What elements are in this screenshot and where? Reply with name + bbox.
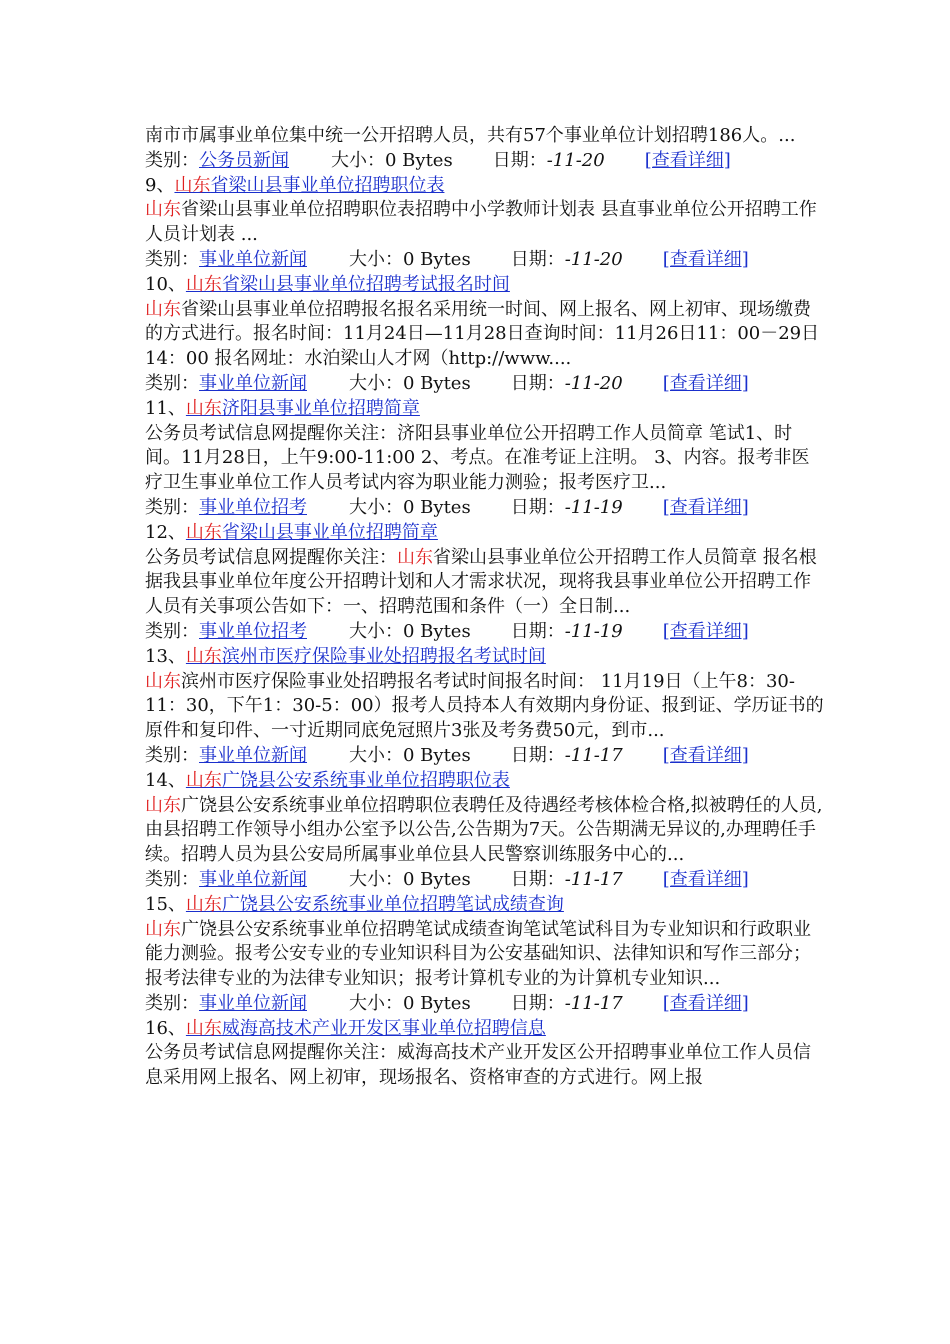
news-list (145, 124, 825, 1091)
entry-meta: 类别：事业单位新闻 大小：0 Bytes 日期：-11-17 [查看详细] (145, 868, 749, 890)
view-details-link[interactable]: [查看详细] (662, 620, 749, 642)
entry-title: 16、山东威海高技术产业开发区事业单位招聘信息 (145, 1017, 546, 1039)
entry-meta: 类别：事业单位新闻 大小：0 Bytes 日期：-11-17 [查看详细] (145, 992, 749, 1014)
entry-title-link[interactable]: 山东省梁山县事业单位招聘考试报名时间 (185, 273, 510, 295)
date-value: -11-20 (564, 248, 623, 270)
entry-title-link[interactable]: 山东广饶县公安系统事业单位招聘笔试成绩查询 (185, 893, 564, 915)
category-link[interactable]: 事业单位新闻 (199, 372, 307, 394)
entry-description: 山东省梁山县事业单位招聘职位表招聘中小学教师计划表 县直事业单位公开招聘工作人员计划表 ... (145, 199, 817, 246)
entry-title: 14、山东广饶县公安系统事业单位招聘职位表 (145, 769, 510, 791)
entry-description: 南市市属事业单位集中统一公开招聘人员，共有57个事业单位计划招聘186人。... (145, 125, 796, 146)
entry-title-link[interactable]: 山东滨州市医疗保险事业处招聘报名考试时间 (185, 645, 546, 667)
entry-description: 公务员考试信息网提醒你关注：济阳县事业单位公开招聘工作人员简章 笔试1、时间。11月28日，上午9:00-11:00 2、考点。在准考证上注明。 3、内容。报考非医疗卫生事业单位工作人员考试内容为职业能力测验；报考医疗卫... (145, 422, 810, 494)
view-details-link[interactable]: [查看详细] (662, 744, 749, 766)
category-link[interactable]: 事业单位新闻 (199, 992, 307, 1014)
entry-title-link[interactable]: 山东济阳县事业单位招聘简章 (185, 397, 420, 419)
entry-title-link[interactable]: 山东威海高技术产业开发区事业单位招聘信息 (185, 1017, 546, 1039)
size-value: 0 Bytes (385, 149, 453, 171)
entry-title-link[interactable]: 山东广饶县公安系统事业单位招聘职位表 (185, 769, 510, 791)
size-value: 0 Bytes (403, 744, 471, 766)
date-value: -11-17 (564, 868, 623, 890)
size-value: 0 Bytes (403, 620, 471, 642)
category-link[interactable]: 事业单位招考 (199, 620, 307, 642)
entry-description: 山东广饶县公安系统事业单位招聘笔试成绩查询笔试笔试科目为专业知识和行政职业能力测验。报考公安专业的专业知识科目为公安基础知识、法律知识和写作三部分；报考法律专业的为法律专业知识；报考计算机专业的为计算机专业知识... (145, 918, 811, 990)
date-value: -11-20 (564, 372, 623, 394)
view-details-link[interactable]: [查看详细] (644, 149, 731, 171)
entry-title: 13、山东滨州市医疗保险事业处招聘报名考试时间 (145, 645, 546, 667)
category-link[interactable]: 事业单位新闻 (199, 248, 307, 270)
size-value: 0 Bytes (403, 248, 471, 270)
entry-title-link[interactable]: 山东省梁山县事业单位招聘职位表 (174, 174, 445, 196)
view-details-link[interactable]: [查看详细] (662, 992, 749, 1014)
date-value: -11-17 (564, 992, 623, 1014)
view-details-link[interactable]: [查看详细] (662, 868, 749, 890)
entry-meta: 类别：事业单位招考 大小：0 Bytes 日期：-11-19 [查看详细] (145, 620, 749, 642)
entry-meta: 类别：事业单位新闻 大小：0 Bytes 日期：-11-20 [查看详细] (145, 372, 749, 394)
date-value: -11-20 (546, 149, 605, 171)
size-value: 0 Bytes (403, 496, 471, 518)
view-details-link[interactable]: [查看详细] (662, 496, 749, 518)
category-link[interactable]: 公务员新闻 (199, 149, 289, 171)
entry-description: 山东广饶县公安系统事业单位招聘职位表聘任及待遇经考核体检合格,拟被聘任的人员,由县招聘工作领导小组办公室予以公告,公告期为7天。公告期满无异议的,办理聘任手续。招聘人员为县公安局所属事业单位县人民警察训练服务中心的... (145, 794, 823, 866)
entry-description: 山东省梁山县事业单位招聘报名报名采用统一时间、网上报名、网上初审、现场缴费的方式进行。报名时间：11月24日—11月28日查询时间：11月26日11：00－29日14：00 报名网址：水泊梁山人才网（http://www.... (145, 298, 820, 370)
entry-title-link[interactable]: 山东省梁山县事业单位招聘简章 (185, 521, 438, 543)
entry-description: 公务员考试信息网提醒你关注：山东省梁山县事业单位公开招聘工作人员简章 报名根据我县事业单位年度公开招聘计划和人才需求状况，现将我县事业单位公开招聘工作人员有关事项公告如下：一、招聘范围和条件（一）全日制... (145, 546, 817, 618)
category-link[interactable]: 事业单位招考 (199, 496, 307, 518)
category-link[interactable]: 事业单位新闻 (199, 744, 307, 766)
view-details-link[interactable]: [查看详细] (662, 248, 749, 270)
date-value: -11-19 (564, 620, 623, 642)
view-details-link[interactable]: [查看详细] (662, 372, 749, 394)
entry-title: 10、山东省梁山县事业单位招聘考试报名时间 (145, 273, 510, 295)
entry-description: 公务员考试信息网提醒你关注：威海高技术产业开发区公开招聘事业单位工作人员信息采用网上报名、网上初审，现场报名、资格审查的方式进行。网上报 (145, 1042, 811, 1089)
entry-title: 15、山东广饶县公安系统事业单位招聘笔试成绩查询 (145, 893, 564, 915)
size-value: 0 Bytes (403, 992, 471, 1014)
entry-meta: 类别：事业单位新闻 大小：0 Bytes 日期：-11-20 [查看详细] (145, 248, 749, 270)
category-link[interactable]: 事业单位新闻 (199, 868, 307, 890)
entry-meta: 类别：事业单位新闻 大小：0 Bytes 日期：-11-17 [查看详细] (145, 744, 749, 766)
date-value: -11-19 (564, 496, 623, 518)
entry-title: 9、山东省梁山县事业单位招聘职位表 (145, 174, 445, 196)
entry-title: 11、山东济阳县事业单位招聘简章 (145, 397, 420, 419)
entry-description: 山东滨州市医疗保险事业处招聘报名考试时间报名时间： 11月19日（上午8：30-11：30，下午1：30-5：00）报考人员持本人有效期内身份证、报到证、学历证书的原件和复印件、一寸近期同底免冠照片3张及考务费50元，到市... (145, 670, 824, 742)
date-value: -11-17 (564, 744, 623, 766)
size-value: 0 Bytes (403, 868, 471, 890)
size-value: 0 Bytes (403, 372, 471, 394)
entry-meta: 类别：事业单位招考 大小：0 Bytes 日期：-11-19 [查看详细] (145, 496, 749, 518)
entry-meta: 类别：公务员新闻 大小：0 Bytes 日期：-11-20 [查看详细] (145, 149, 731, 171)
entry-title: 12、山东省梁山县事业单位招聘简章 (145, 521, 438, 543)
